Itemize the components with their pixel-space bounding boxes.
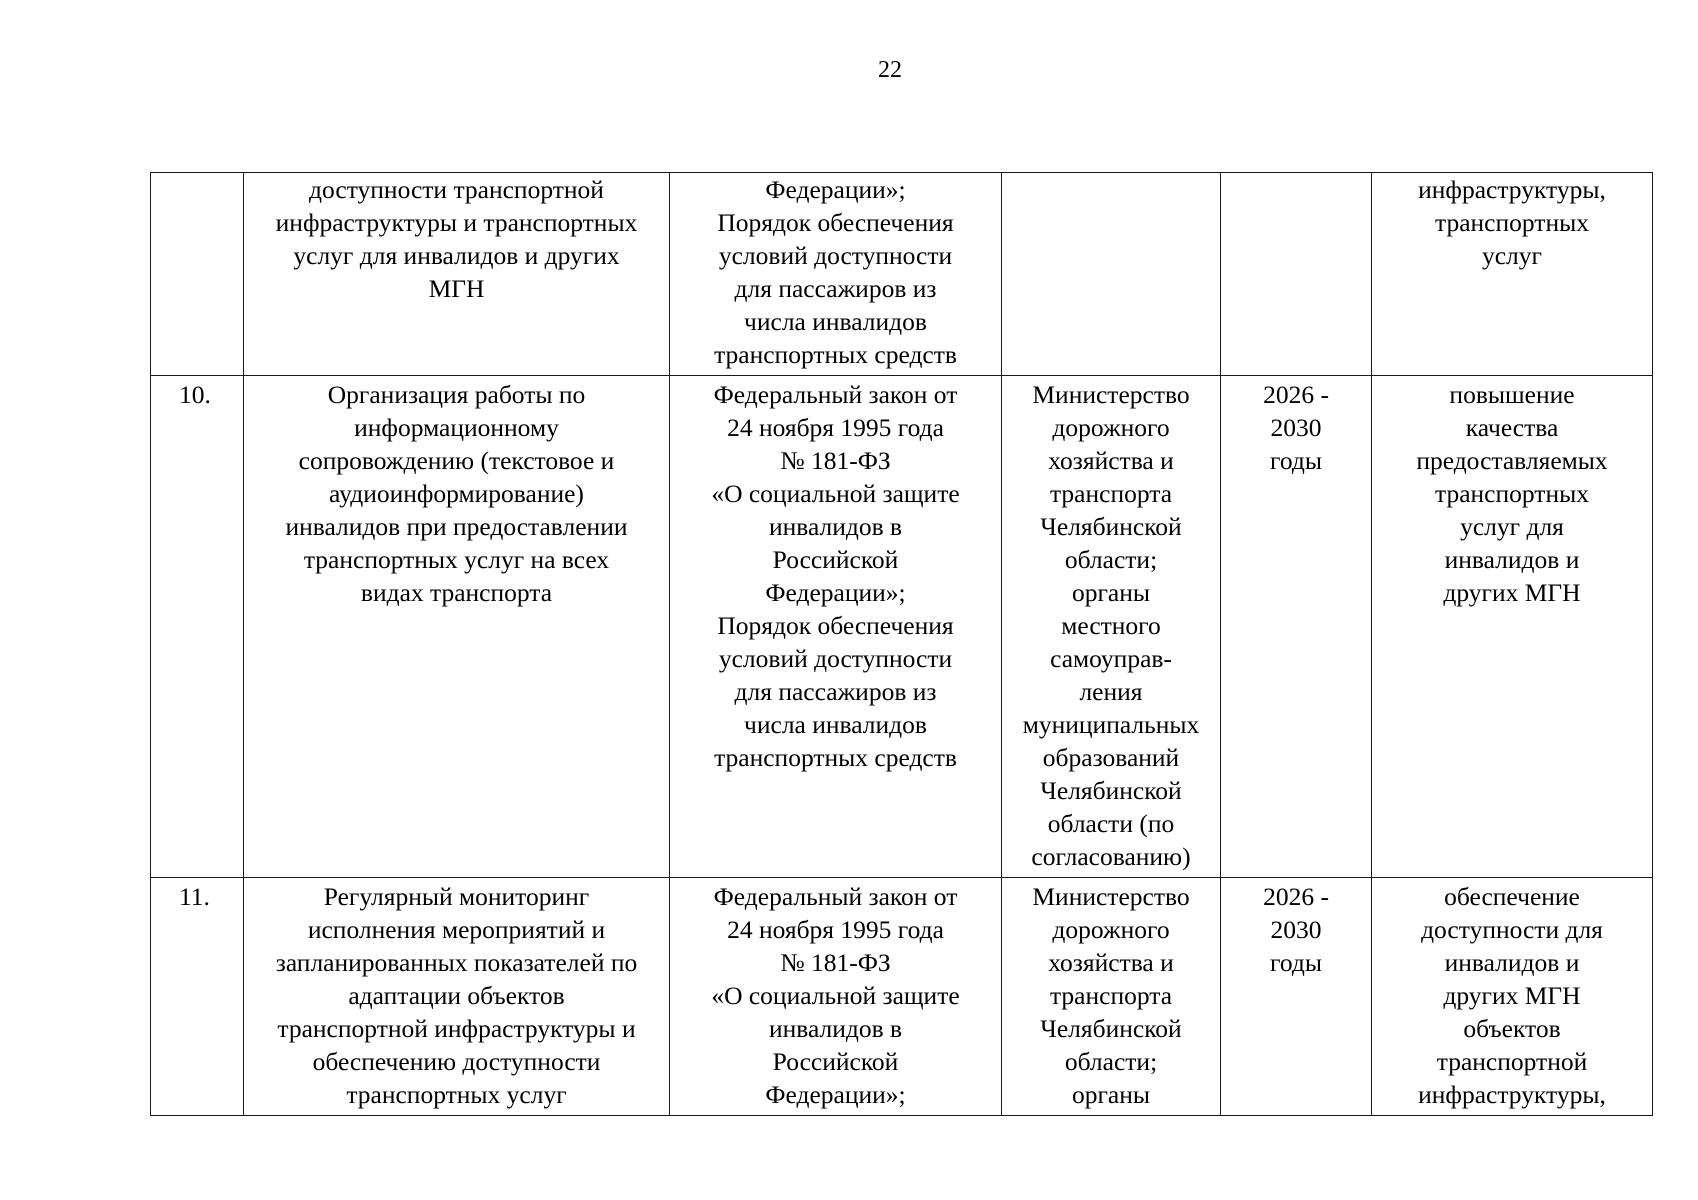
cell-text-line: аудиоинформирование) — [329, 479, 584, 508]
cell-text-line: транспортных средств — [714, 340, 957, 369]
cell-text-line: Федеральный закон от — [713, 380, 958, 409]
cell-text-line: транспортных — [1435, 208, 1589, 237]
cell-text-line: инвалидов в — [768, 1014, 903, 1043]
cell-text-line: Министерство — [1032, 380, 1190, 409]
cell-text-line: инвалидов при предоставлении — [285, 512, 628, 541]
cell-text-line: инфраструктуры, — [1418, 1080, 1606, 1109]
cell-text-line: услуг — [1481, 241, 1542, 270]
cell-text-line: ления — [1079, 677, 1143, 706]
cell-text-line: муниципальных — [1022, 710, 1200, 739]
cell-text-line: № 181-ФЗ — [780, 446, 891, 475]
cell-text-line: инвалидов и — [1444, 948, 1580, 977]
cell-text-line: Челябинской — [1040, 512, 1182, 541]
cell-text-line: транспортных услуг на всех — [303, 545, 610, 574]
table-row — [151, 173, 1653, 376]
cell-text-line: транспортных — [1435, 479, 1589, 508]
action-cell — [244, 878, 670, 1116]
cell-text-line: Федерации»; — [765, 578, 906, 607]
result-cell — [1372, 376, 1653, 878]
cell-text-line: Порядок обеспечения — [717, 208, 954, 237]
row-number-cell: 10. — [151, 376, 244, 878]
cell-text-line: числа инвалидов — [744, 307, 927, 336]
cell-text-line: других МГН — [1443, 578, 1581, 607]
cell-text-line: информационному — [354, 413, 559, 442]
page-number: 22 — [878, 57, 902, 83]
action-cell — [244, 173, 670, 376]
term-cell — [1221, 173, 1372, 376]
cell-text-line: транспортной инфраструктуры и — [277, 1014, 636, 1043]
cell-text-line: транспортных услуг — [346, 1080, 567, 1109]
executor-cell — [1002, 173, 1221, 376]
cell-text-line: Челябинской — [1040, 776, 1182, 805]
cell-text-line: согласованию) — [1031, 842, 1191, 871]
cell-text-line: Регулярный мониторинг — [323, 882, 590, 911]
cell-text-line: хозяйства и — [1048, 446, 1174, 475]
cell-text-line: транспортной — [1436, 1047, 1588, 1076]
measures-table — [150, 172, 1653, 1116]
cell-text-line: транспорта — [1049, 479, 1173, 508]
cell-text-line: предоставляемых — [1416, 446, 1608, 475]
cell-text-line: области; — [1064, 545, 1158, 574]
executor-cell — [1002, 878, 1221, 1116]
cell-text-line: инвалидов в — [768, 512, 903, 541]
cell-text-line: доступности транспортной — [309, 175, 604, 204]
cell-text-line: Российской — [772, 545, 899, 574]
cell-text-line: органы — [1071, 578, 1151, 607]
result-cell — [1372, 878, 1653, 1116]
cell-text-line: условий доступности — [718, 644, 953, 673]
cell-text-line: годы — [1270, 948, 1322, 977]
table-row — [151, 376, 1653, 878]
cell-text-line: транспортных средств — [714, 743, 957, 772]
cell-text-line: «О социальной защите — [711, 479, 960, 508]
cell-text-line: условий доступности — [718, 241, 953, 270]
cell-text-line: области (по — [1047, 809, 1175, 838]
cell-text-line: 2026 - — [1263, 380, 1329, 409]
cell-text-line: Федерации»; — [765, 175, 906, 204]
cell-text-line: исполнения мероприятий и — [307, 915, 606, 944]
row-number-cell — [151, 173, 244, 376]
cell-text-line: Федерации»; — [765, 1080, 906, 1109]
cell-text-line: транспорта — [1049, 981, 1173, 1010]
cell-text-line: Российской — [772, 1047, 899, 1076]
cell-text-line: инфраструктуры и транспортных — [275, 208, 638, 237]
cell-text-line: числа инвалидов — [744, 710, 927, 739]
cell-text-line: услуг для инвалидов и других — [293, 241, 620, 270]
cell-text-line: адаптации объектов — [348, 981, 565, 1010]
executor-cell — [1002, 376, 1221, 878]
legal-basis-cell — [670, 878, 1002, 1116]
cell-text-line: 24 ноября 1995 года — [727, 915, 944, 944]
row-number-cell: 11. — [151, 878, 244, 1116]
cell-text-line: «О социальной защите — [711, 981, 960, 1010]
term-cell — [1221, 376, 1372, 878]
cell-text-line: для пассажиров из — [734, 677, 937, 706]
legal-basis-cell — [670, 376, 1002, 878]
cell-text-line: 24 ноября 1995 года — [727, 413, 944, 442]
cell-text-line: хозяйства и — [1048, 948, 1174, 977]
cell-text-line: 2030 — [1270, 413, 1322, 442]
cell-text-line: видах транспорта — [360, 578, 553, 607]
cell-text-line: № 181-ФЗ — [780, 948, 891, 977]
cell-text-line: сопровождению (текстовое и — [298, 446, 615, 475]
cell-text-line: местного — [1061, 611, 1161, 640]
action-cell — [244, 376, 670, 878]
cell-text-line: услуг для — [1460, 512, 1564, 541]
table-body — [151, 173, 1653, 1116]
cell-text-line: объектов — [1463, 1014, 1561, 1043]
term-cell — [1221, 878, 1372, 1116]
cell-text-line: доступности для — [1421, 915, 1603, 944]
cell-text-line: 2026 - — [1263, 882, 1329, 911]
cell-text-line: годы — [1270, 446, 1322, 475]
result-cell — [1372, 173, 1653, 376]
cell-text-line: инфраструктуры, — [1418, 175, 1606, 204]
cell-text-line: МГН — [428, 274, 485, 303]
cell-text-line: области; — [1064, 1047, 1158, 1076]
cell-text-line: обеспечение — [1444, 882, 1580, 911]
cell-text-line: качества — [1465, 413, 1559, 442]
cell-text-line: инвалидов и — [1444, 545, 1580, 574]
cell-text-line: повышение — [1449, 380, 1575, 409]
cell-text-line: для пассажиров из — [734, 274, 937, 303]
measures-table-container — [150, 172, 1652, 1116]
cell-text-line: Порядок обеспечения — [717, 611, 954, 640]
cell-text-line: дорожного — [1052, 915, 1170, 944]
cell-text-line: Организация работы по — [327, 380, 586, 409]
cell-text-line: 2030 — [1270, 915, 1322, 944]
cell-text-line: обеспечению доступности — [312, 1047, 601, 1076]
table-row — [151, 878, 1653, 1116]
cell-text-line: органы — [1071, 1080, 1151, 1109]
cell-text-line: Челябинской — [1040, 1014, 1182, 1043]
cell-text-line: запланированных показателей по — [275, 948, 638, 977]
cell-text-line: самоуправ- — [1050, 644, 1172, 673]
legal-basis-cell — [670, 173, 1002, 376]
cell-text-line: Федеральный закон от — [713, 882, 958, 911]
cell-text-line: Министерство — [1032, 882, 1190, 911]
cell-text-line: других МГН — [1443, 981, 1581, 1010]
cell-text-line: образований — [1042, 743, 1180, 772]
cell-text-line: дорожного — [1052, 413, 1170, 442]
